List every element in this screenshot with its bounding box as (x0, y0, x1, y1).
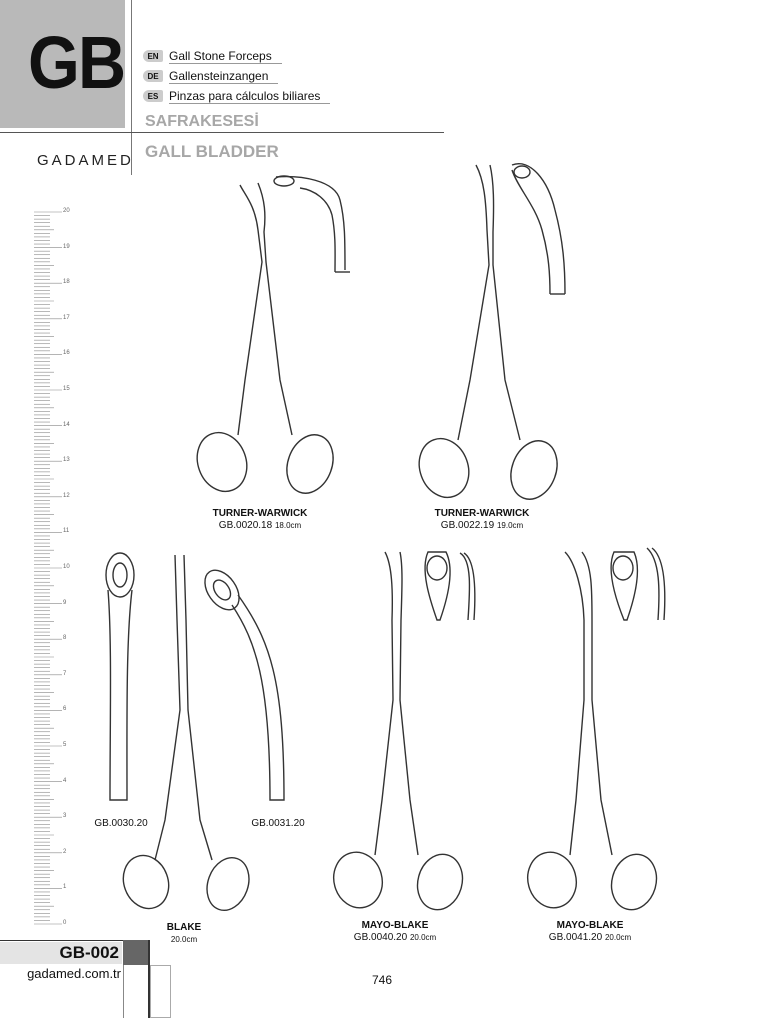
product-caption (144, 922, 224, 946)
ruler-label: 6 (63, 706, 67, 713)
product-size: 18.0cm (274, 521, 302, 530)
ruler-label: 8 (63, 635, 67, 642)
lang-badge: ES (143, 90, 163, 102)
ruler-label: 14 (63, 421, 70, 428)
ruler-label: 0 (63, 920, 67, 926)
lang-text: Pinzas para cálculos biliares (169, 89, 330, 104)
mayo-blake-forceps-2 (522, 548, 665, 915)
blake-jaw-curved (198, 564, 284, 800)
website-link[interactable]: gadamed.com.tr (27, 966, 121, 981)
ruler-label: 13 (63, 457, 70, 464)
product-code: GB.0020.18 (218, 520, 273, 531)
section-code: GB (28, 21, 125, 104)
product-name: MAYO-BLAKE (556, 920, 624, 931)
ruler-label: 16 (63, 350, 70, 357)
product-name: MAYO-BLAKE (361, 920, 429, 931)
product-name: TURNER-WARWICK (212, 508, 308, 519)
product-caption (190, 508, 330, 532)
ruler-label: 15 (63, 386, 70, 392)
jaw-code: GB.0030.20 (94, 818, 148, 829)
catalog-page-code: GB-002 (0, 942, 122, 964)
product-size: 20.0cm (409, 933, 437, 942)
footer-block-light (150, 965, 171, 1018)
ruler-label: 3 (63, 813, 67, 820)
lang-text: Gallensteinzangen (169, 69, 278, 84)
ruler-label: 9 (63, 599, 67, 606)
ruler-label: 12 (63, 492, 70, 499)
product-name: TURNER-WARWICK (434, 508, 530, 519)
product-size: 20.0cm (170, 935, 198, 944)
page-number: 746 (372, 973, 393, 987)
blake-jaw-straight (106, 553, 134, 800)
product-code: GB.0041.20 (548, 932, 603, 943)
title-turkish: SAFRAKESESİ (145, 113, 259, 130)
footer-block-dark (123, 940, 148, 965)
product-code: GB.0022.19 (440, 520, 495, 531)
product-caption (330, 920, 460, 944)
lang-badge: EN (143, 50, 163, 62)
ruler-label: 11 (63, 528, 70, 535)
product-caption (525, 920, 655, 944)
lang-badge: DE (143, 70, 163, 82)
brand-logo: GADAMED (37, 152, 134, 169)
footer-rule (0, 940, 125, 941)
ruler-label: 2 (63, 848, 67, 855)
ruler-label: 19 (63, 243, 70, 250)
ruler-label: 17 (63, 314, 70, 321)
ruler-label: 7 (63, 670, 67, 677)
ruler-label: 20 (63, 208, 70, 214)
title-english: GALL BLADDER (145, 142, 279, 161)
turner-warwick-forceps-1 (189, 176, 350, 500)
product-size: 20.0cm (604, 933, 632, 942)
mayo-blake-forceps-1 (328, 552, 475, 915)
ruler-label: 18 (63, 279, 70, 286)
ruler-label: 10 (63, 564, 70, 570)
ruler-label: 4 (63, 777, 67, 784)
jaw-code: GB.0031.20 (251, 818, 305, 829)
product-caption (412, 508, 552, 532)
ruler-label: 1 (63, 884, 67, 891)
turner-warwick-forceps-2 (411, 164, 565, 506)
product-code: GB.0040.20 (353, 932, 408, 943)
product-name: BLAKE (166, 922, 202, 933)
ruler-label: 5 (63, 742, 67, 748)
lang-text: Gall Stone Forceps (169, 49, 282, 64)
product-size: 19.0cm (496, 521, 524, 530)
